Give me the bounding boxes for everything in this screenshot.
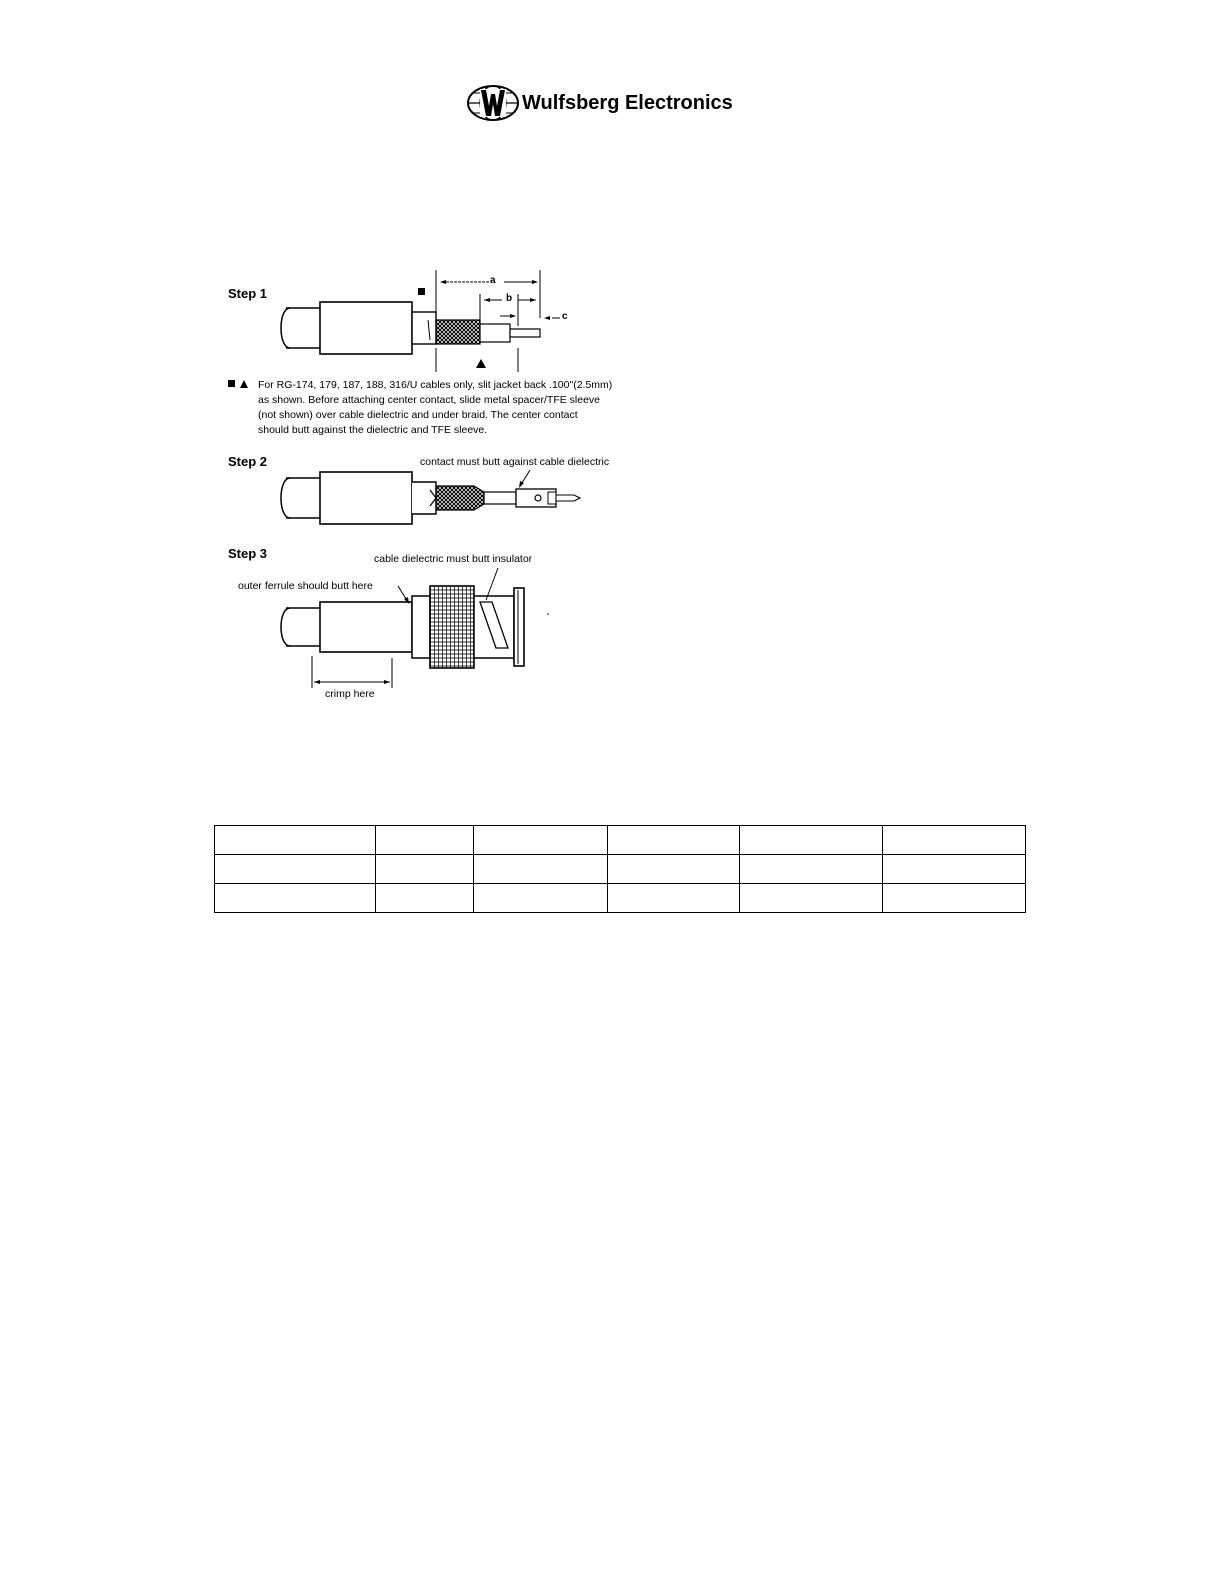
- table-row: [215, 884, 1026, 913]
- note-triangle-icon: [240, 380, 248, 388]
- note-line: For RG-174, 179, 187, 188, 316/U cables only, slit jacket back .100"(2.5mm): [258, 379, 613, 391]
- assembly-figure: [222, 268, 652, 710]
- table-cell: [215, 884, 376, 913]
- step2-callout: contact must butt against cable dielectric: [420, 456, 610, 468]
- note-line: as shown. Before attaching center contact, slide metal spacer/TFE sleeve: [258, 394, 601, 406]
- step3-crimp-label: crimp here: [325, 688, 375, 700]
- table-cell: [215, 855, 376, 884]
- note-paragraph: [258, 378, 612, 438]
- table-row: [215, 855, 1026, 884]
- dimension-c-label: c: [562, 311, 568, 322]
- dimension-a-label: a: [490, 275, 496, 286]
- table-cell: [473, 884, 607, 913]
- page-header: [466, 84, 733, 122]
- table-cell: [607, 884, 740, 913]
- table-cell: [375, 826, 473, 855]
- note-line: (not shown) over cable dielectric and under braid. The center contact: [258, 409, 578, 421]
- step2-label: Step 2: [228, 454, 268, 469]
- table-cell: [883, 826, 1026, 855]
- table-cell: [215, 826, 376, 855]
- table-cell: [607, 826, 740, 855]
- table-cell: [740, 855, 883, 884]
- table-cell: [473, 855, 607, 884]
- table-cell: [375, 884, 473, 913]
- square-marker-icon: [418, 288, 425, 295]
- step1-drawing: [281, 270, 560, 372]
- table-cell: [740, 884, 883, 913]
- triangle-marker-icon: [476, 359, 486, 368]
- table-cell: [883, 884, 1026, 913]
- table-cell: [473, 826, 607, 855]
- step1-label: Step 1: [228, 286, 268, 301]
- note-square-icon: [228, 380, 235, 387]
- step2-drawing: [281, 470, 580, 524]
- table-cell: [883, 855, 1026, 884]
- table-row: [215, 826, 1026, 855]
- step3-callout-ferrule: outer ferrule should butt here: [238, 580, 373, 592]
- table-cell: [375, 855, 473, 884]
- brand-name: Wulfsberg Electronics: [522, 91, 733, 114]
- note-line: should butt against the dielectric and TFE sleeve.: [258, 424, 488, 436]
- data-table: [214, 825, 1026, 913]
- step3-label: Step 3: [228, 546, 268, 561]
- dimension-b-label: b: [506, 293, 513, 304]
- assembly-drawing: [222, 268, 652, 710]
- step3-callout-insulator: cable dielectric must butt insulator: [374, 553, 533, 565]
- table-cell: [607, 855, 740, 884]
- wulfsberg-globe-logo-icon: [466, 84, 520, 122]
- table-cell: [740, 826, 883, 855]
